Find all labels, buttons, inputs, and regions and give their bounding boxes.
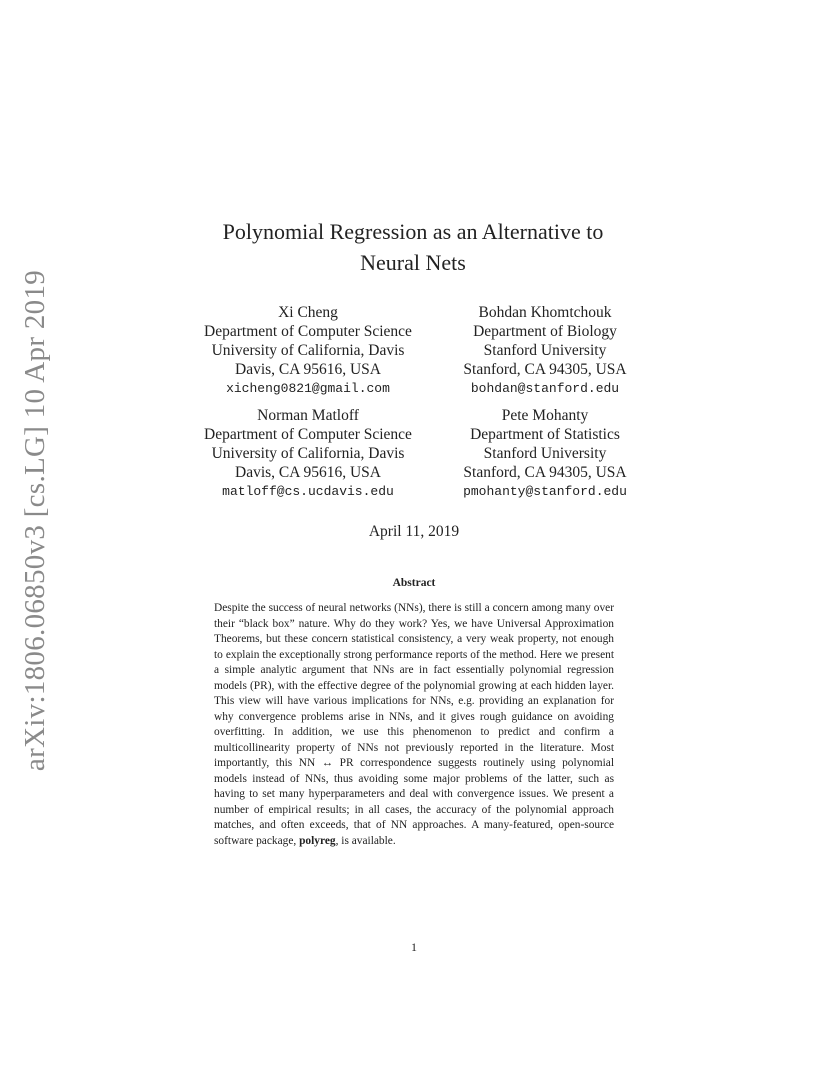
author-location: Davis, CA 95616, USA	[235, 464, 381, 481]
title-line-2: Neural Nets	[360, 250, 466, 275]
author-name: Norman Matloff	[257, 407, 359, 424]
author-institution: Stanford University	[483, 445, 607, 462]
abstract-text: Despite the success of neural networks (NNs), there is still a concern among many over their “black box” nature. Why do they work? Yes, we have Universal Approximation Theorems, but these concern statistical consistency, a very weak property, not enough to explain the exceptionally strong performance reports of the method. Here we present a simple analytic argument that NNs are in fact essentially polynomial regression models (PR), with the effective degree of the polynomial growing at each hidden layer. This view will have various implications for NNs, e.g. providing an explanation for why convergence problems arise in NNs, and it gives rough guidance on avoiding overfitting. In addition, we use this phenomenon to predict and confirm a multicollinearity property of NNs not previously reported in the literature. Most importantly, this NN ↔ PR correspondence suggests routinely using polynomial models instead of NNs, thus avoiding some major problems of the latter, such as having to set many hyperparameters and deal with convergence issues. We present a number of empirical results; in all cases, the accuracy of the polynomial approach matches, and often exceeds, that of NN approaches. A many-featured, open-source software package,	[214, 602, 614, 847]
author-affiliation: Department of Statistics	[470, 426, 620, 443]
page-number: 1	[411, 940, 417, 954]
author-name: Bohdan Khomtchouk	[478, 304, 612, 321]
author-block	[415, 303, 675, 398]
author-block	[178, 303, 438, 398]
paper-title	[150, 216, 676, 278]
author-block	[415, 406, 675, 501]
publication-date: April 11, 2019	[368, 523, 460, 540]
author-location: Stanford, CA 94305, USA	[463, 464, 627, 481]
author-affiliation: Department of Computer Science	[204, 426, 412, 443]
author-affiliation: Department of Biology	[473, 323, 617, 340]
author-institution: Stanford University	[483, 342, 607, 359]
abstract-heading: Abstract	[392, 577, 436, 589]
author-name: Pete Mohanty	[501, 407, 589, 424]
package-name: polyreg	[299, 834, 336, 847]
author-block	[178, 406, 438, 501]
author-institution: University of California, Davis	[211, 342, 405, 359]
abstract-ending: , is available.	[335, 834, 396, 847]
author-location: Davis, CA 95616, USA	[235, 361, 381, 378]
author-name: Xi Cheng	[278, 304, 338, 321]
author-affiliation: Department of Computer Science	[204, 323, 412, 340]
author-email: xicheng0821@gmail.com	[226, 381, 390, 396]
title-line-1: Polynomial Regression as an Alternative to	[222, 219, 604, 244]
author-location: Stanford, CA 94305, USA	[463, 361, 627, 378]
author-email: bohdan@stanford.edu	[470, 381, 620, 396]
arxiv-identifier-text: arXiv:1806.06850v3 [cs.LG] 10 Apr 2019	[19, 269, 52, 771]
abstract-body	[214, 601, 614, 849]
author-email: pmohanty@stanford.edu	[463, 484, 627, 499]
arxiv-identifier-stamp	[12, 269, 60, 771]
author-institution: University of California, Davis	[211, 445, 405, 462]
author-email: matloff@cs.ucdavis.edu	[222, 484, 394, 499]
